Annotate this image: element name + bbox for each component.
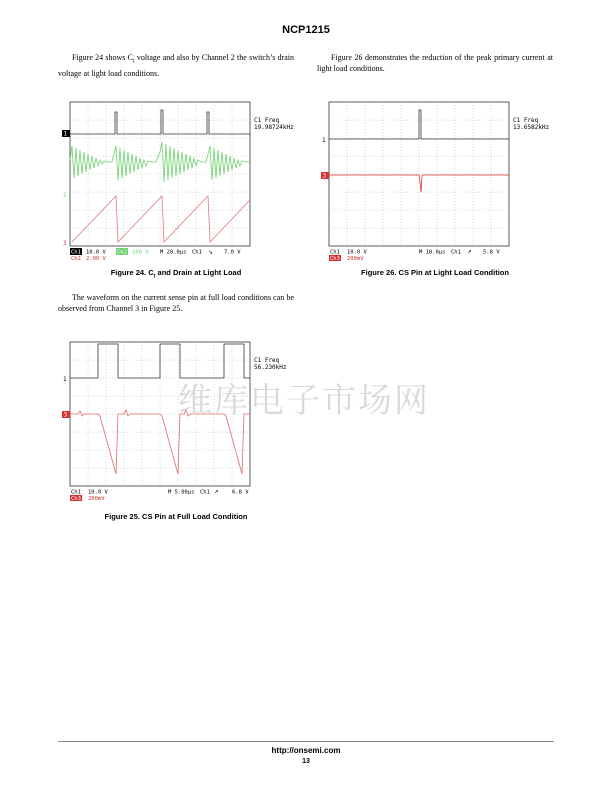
status-time: M 20.0µs bbox=[160, 249, 187, 256]
ch3-marker: 3 bbox=[63, 240, 67, 247]
footer-url-link[interactable]: http://onsemi.com bbox=[271, 746, 341, 755]
status-trigger: Ch1 bbox=[192, 249, 202, 256]
ch3-marker: 3 bbox=[63, 411, 68, 419]
ch1-marker: 1 bbox=[322, 137, 326, 144]
status-ch1: Ch1 bbox=[71, 249, 81, 256]
freq-label: C1 Freq bbox=[513, 117, 539, 124]
status-trigger: Ch1 bbox=[200, 489, 210, 496]
status-row2-value: 200mV bbox=[88, 496, 105, 502]
status-ch1: Ch1 bbox=[71, 489, 81, 496]
freq-label: C1 Freq bbox=[254, 357, 280, 364]
status-trigger-value: 7.0 V bbox=[224, 249, 241, 256]
caption-figure-25: Figure 25. CS Pin at Full Load Condition bbox=[104, 512, 248, 521]
status-row2-value: 2.00 V bbox=[86, 256, 106, 262]
caption-24-post: and Drain at Light Load bbox=[155, 268, 242, 277]
status-time: M 5.00µs bbox=[168, 489, 195, 496]
caption-24-sub: t bbox=[153, 273, 156, 280]
status-trigger-symbol: ↗ bbox=[214, 489, 219, 496]
status-trigger-value: 5.8 V bbox=[483, 249, 500, 256]
status-ch2: Ch2 bbox=[117, 249, 127, 256]
scope-figure-24 bbox=[56, 96, 298, 262]
status-trigger-symbol: ↗ bbox=[467, 249, 472, 256]
caption-figure-24 bbox=[58, 268, 294, 280]
paragraph-fig24-post: voltage and also by Channel 2 the switch’s drain voltage at light load conditions. bbox=[58, 53, 294, 78]
freq-value: 13.6582kHz bbox=[513, 124, 550, 131]
ch3-marker: 3 bbox=[322, 172, 327, 180]
status-time: M 10.0µs bbox=[419, 249, 446, 256]
paragraph-fig25: The waveform on the current sense pin at full load conditions can be observed from Channel 3 in Figure 25. bbox=[58, 293, 294, 313]
status-trigger: Ch1 bbox=[451, 249, 461, 256]
paragraph-fig26: Figure 26 demonstrates the reduction of the peak primary current at light load conditions. bbox=[317, 53, 553, 73]
status-trigger-symbol: ↘ bbox=[208, 249, 213, 256]
status-row2-channel: Ch3 bbox=[330, 256, 340, 262]
caption-24-pre: Figure 24. C bbox=[110, 268, 154, 277]
status-row2-value: 200mV bbox=[347, 256, 364, 262]
status-ch1-value: 10.0 V bbox=[86, 249, 106, 256]
paragraph-fig24 bbox=[58, 52, 294, 79]
status-ch2-value: 100 V bbox=[132, 249, 149, 256]
freq-value: 56.230kHz bbox=[254, 364, 287, 371]
status-row2-channel: Ch2 bbox=[71, 256, 81, 262]
paragraph-fig24-pre: Figure 24 shows C bbox=[72, 53, 133, 62]
ch1-marker: 1 bbox=[63, 130, 68, 138]
paragraph-fig24-sub: t bbox=[132, 58, 135, 65]
caption-figure-26: Figure 26. CS Pin at Light Load Condition bbox=[361, 268, 509, 277]
ch2-marker: 2 bbox=[63, 192, 67, 199]
page-header-title: NCP1215 bbox=[282, 24, 330, 36]
watermark: 维库电子市场网 bbox=[178, 381, 430, 421]
status-row2-channel: Ch3 bbox=[71, 496, 81, 502]
status-ch1: Ch1 bbox=[330, 249, 340, 256]
page-number: 13 bbox=[302, 758, 310, 765]
freq-label: C1 Freq bbox=[254, 117, 280, 124]
freq-value: 19.98724kHz bbox=[254, 124, 294, 131]
svg-text:C1 Freq bbox=[254, 117, 280, 124]
ch1-marker: 1 bbox=[63, 376, 67, 383]
status-trigger-value: 6.8 V bbox=[232, 489, 249, 496]
status-ch1-value: 10.0 V bbox=[88, 489, 108, 496]
scope-figure-26 bbox=[315, 96, 557, 262]
footer-divider bbox=[58, 741, 554, 742]
status-ch1-value: 10.0 V bbox=[347, 249, 367, 256]
